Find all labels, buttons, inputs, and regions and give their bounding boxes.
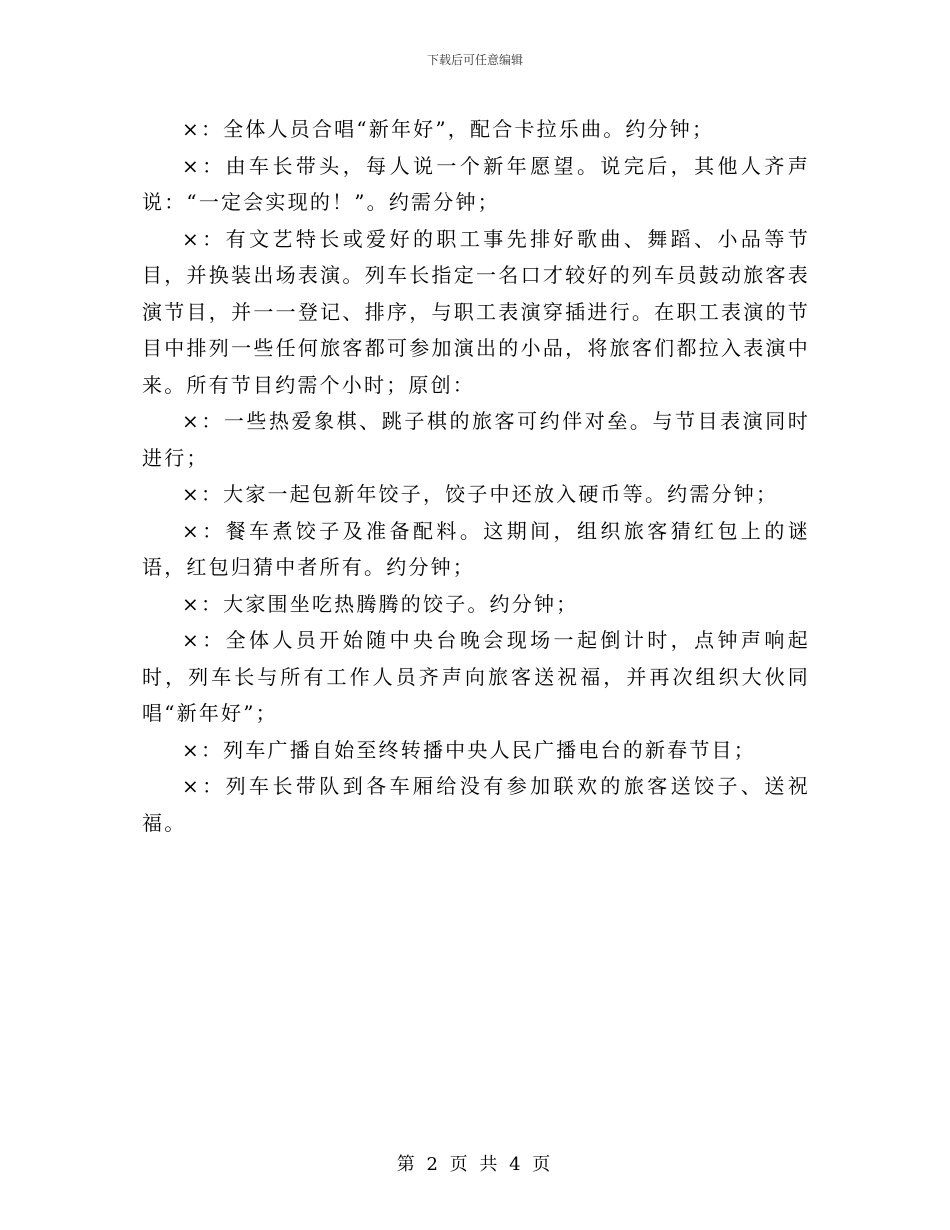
- paragraph-2: ×：由车长带头，每人说一个新年愿望。说完后，其他人齐声说：“一定会实现的！”。约需分钟；: [142, 153, 810, 214]
- paragraph-10: ×：列车长带队到各车厢给没有参加联欢的旅客送饺子、送祝福。: [142, 774, 810, 835]
- paragraph-5: ×：大家一起包新年饺子，饺子中还放入硬币等。约需分钟；: [182, 482, 779, 506]
- paragraph-4: ×：一些热爱象棋、跳子棋的旅客可约伴对垒。与节目表演同时进行；: [142, 409, 810, 470]
- paragraph-3: ×：有文艺特长或爱好的职工事先排好歌曲、舞蹈、小品等节目，并换装出场表演。列车长指定一名口才较好的列车员鼓动旅客表演节目，并一一登记、排序，与职工表演穿插进行。在职工表演的节目中排列一些任何旅客都可参加演出的小品，将旅客们都拉入表演中来。所有节目约需个小时；原创：: [142, 226, 810, 397]
- page-header: 下载后可任意编辑: [426, 53, 523, 67]
- paragraph-9: ×：列车广播自始至终转播中央人民广播电台的新春节目；: [182, 737, 756, 762]
- paragraph-8: ×：全体人员开始随中央台晚会现场一起倒计时，点钟声响起时，列车长与所有工作人员齐声向旅客送祝福，并再次组织大伙同唱“新年好”；: [142, 628, 810, 725]
- paragraph-7: ×：大家围坐吃热腾腾的饺子。约分钟；: [182, 591, 579, 616]
- document-body: [142, 111, 810, 841]
- paragraph-1: ×：全体人员合唱“新年好”，配合卡拉乐曲。约分钟；: [182, 117, 715, 141]
- page-number: 第 2 页 共 4 页: [396, 1154, 554, 1175]
- paragraph-6: ×：餐车煮饺子及准备配料。这期间，组织旅客猜红包上的谜语，红包归猜中者所有。约分钟；: [142, 518, 810, 579]
